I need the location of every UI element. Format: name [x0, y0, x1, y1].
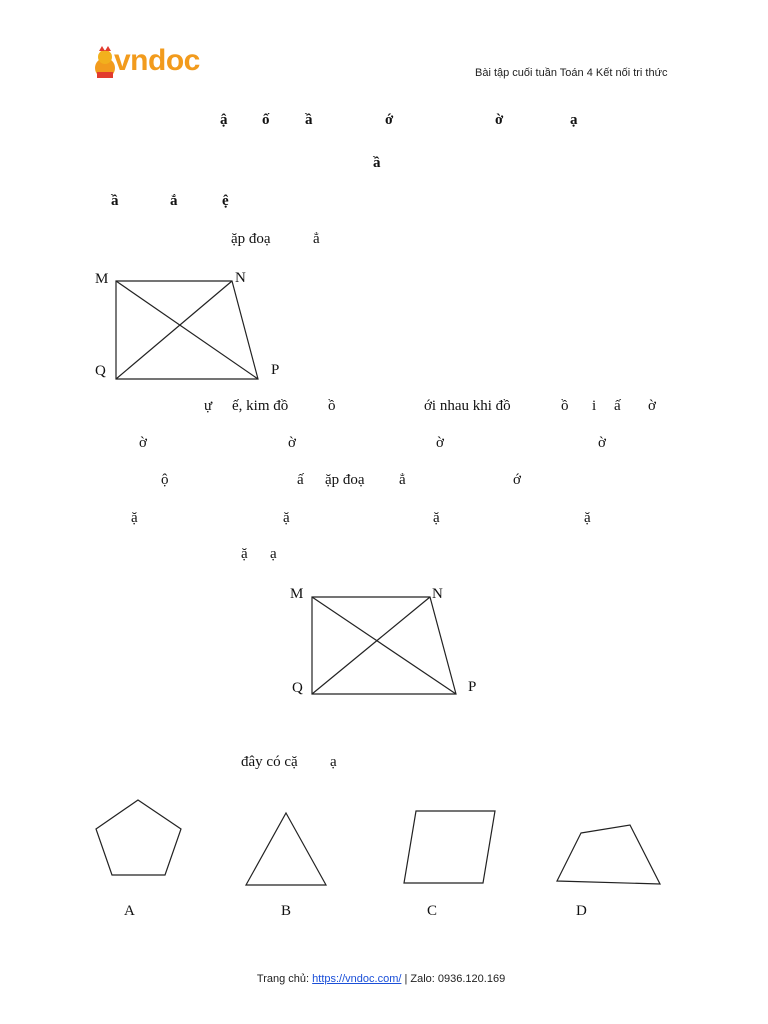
logo-text: vndoc: [114, 44, 200, 77]
shape-a-label: A: [124, 903, 135, 919]
shape-d-quadrilateral[interactable]: [550, 815, 670, 905]
figure-1: [90, 265, 290, 385]
figure-2-label-n: N: [432, 586, 443, 602]
figure-2-label-p: P: [468, 679, 477, 695]
figure-1-label-n: N: [235, 270, 246, 286]
q3-part-1: ộ: [161, 472, 169, 488]
q3-part-2: ấ: [297, 472, 304, 488]
q5-part-2: ạ: [330, 754, 337, 770]
heading-char-1: ậ: [220, 112, 228, 128]
shape-b-label: B: [281, 903, 292, 919]
q2-part-5: ồ: [561, 398, 569, 414]
q4-part-2: ạ: [270, 546, 277, 562]
figure-1-label-q: Q: [95, 363, 106, 379]
heading-char-4: ớ: [385, 112, 394, 128]
figure-2-diagonal-nq: [312, 597, 430, 694]
shape-c-parallelogram[interactable]: [398, 805, 508, 895]
footer-prefix: Trang chủ:: [256, 973, 313, 985]
q2-part-7: ấ: [614, 398, 621, 414]
q3-part-5: ớ: [513, 472, 521, 488]
footer: [251, 961, 505, 985]
q2-option-d[interactable]: ờ: [598, 435, 606, 451]
shape-c-label: C: [427, 903, 438, 919]
figure-2: [290, 582, 490, 702]
q2-option-c[interactable]: ờ: [436, 435, 444, 451]
figure-1-diagonal-mp: [116, 281, 258, 379]
shape-d-label: D: [576, 903, 587, 919]
figure-1-label-p: P: [271, 362, 280, 378]
footer-suffix: | Zalo: 0936.120.169: [401, 973, 506, 985]
q2-option-a[interactable]: ờ: [139, 435, 147, 451]
q5-part-1: đây có cặ: [241, 754, 298, 770]
q2-part-6: i: [592, 398, 597, 414]
footer-homepage-link[interactable]: https://vndoc.com/: [312, 973, 402, 985]
q3-option-d[interactable]: ặ: [584, 510, 591, 526]
heading-char-6: ạ: [570, 112, 578, 128]
section-char-2: ắ: [170, 193, 178, 209]
figure-1-diagonal-nq: [116, 281, 232, 379]
q4-part-1: ặ: [241, 546, 248, 562]
heading-char-2: ố: [262, 112, 270, 128]
figure-1-label-m: M: [95, 271, 109, 287]
question1-text-2: ẳ: [313, 231, 320, 247]
heading-char-5: ờ: [495, 112, 504, 128]
shape-b-triangle[interactable]: [240, 805, 340, 895]
logo[interactable]: [90, 44, 220, 82]
q3-part-4: ẳ: [399, 472, 406, 488]
q2-part-2: ế, kim đồ: [232, 398, 289, 414]
section-char-1: ầ: [111, 193, 119, 209]
q3-option-c[interactable]: ặ: [433, 510, 440, 526]
figure-2-label-m: M: [290, 586, 304, 602]
heading-char-3: ầ: [305, 112, 313, 128]
q2-part-8: ờ: [648, 398, 656, 414]
q3-option-a[interactable]: ặ: [131, 510, 138, 526]
shape-a-pentagon[interactable]: [90, 795, 190, 885]
section-char-3: ệ: [222, 193, 229, 209]
question1-text-1: ặp đoạ: [231, 231, 271, 247]
q3-option-b[interactable]: ặ: [283, 510, 290, 526]
figure-2-label-q: Q: [292, 680, 303, 696]
q2-option-b[interactable]: ờ: [288, 435, 296, 451]
q2-part-4: ới nhau khi đồ: [424, 398, 511, 414]
q2-part-1: ự: [204, 398, 213, 414]
q3-part-3: ặp đoạ: [325, 472, 365, 488]
q2-part-3: ồ: [328, 398, 336, 414]
header-title: Bài tập cuối tuần Toán 4 Kết nối tri thức: [475, 67, 668, 79]
subheading-char: ầ: [373, 155, 381, 171]
